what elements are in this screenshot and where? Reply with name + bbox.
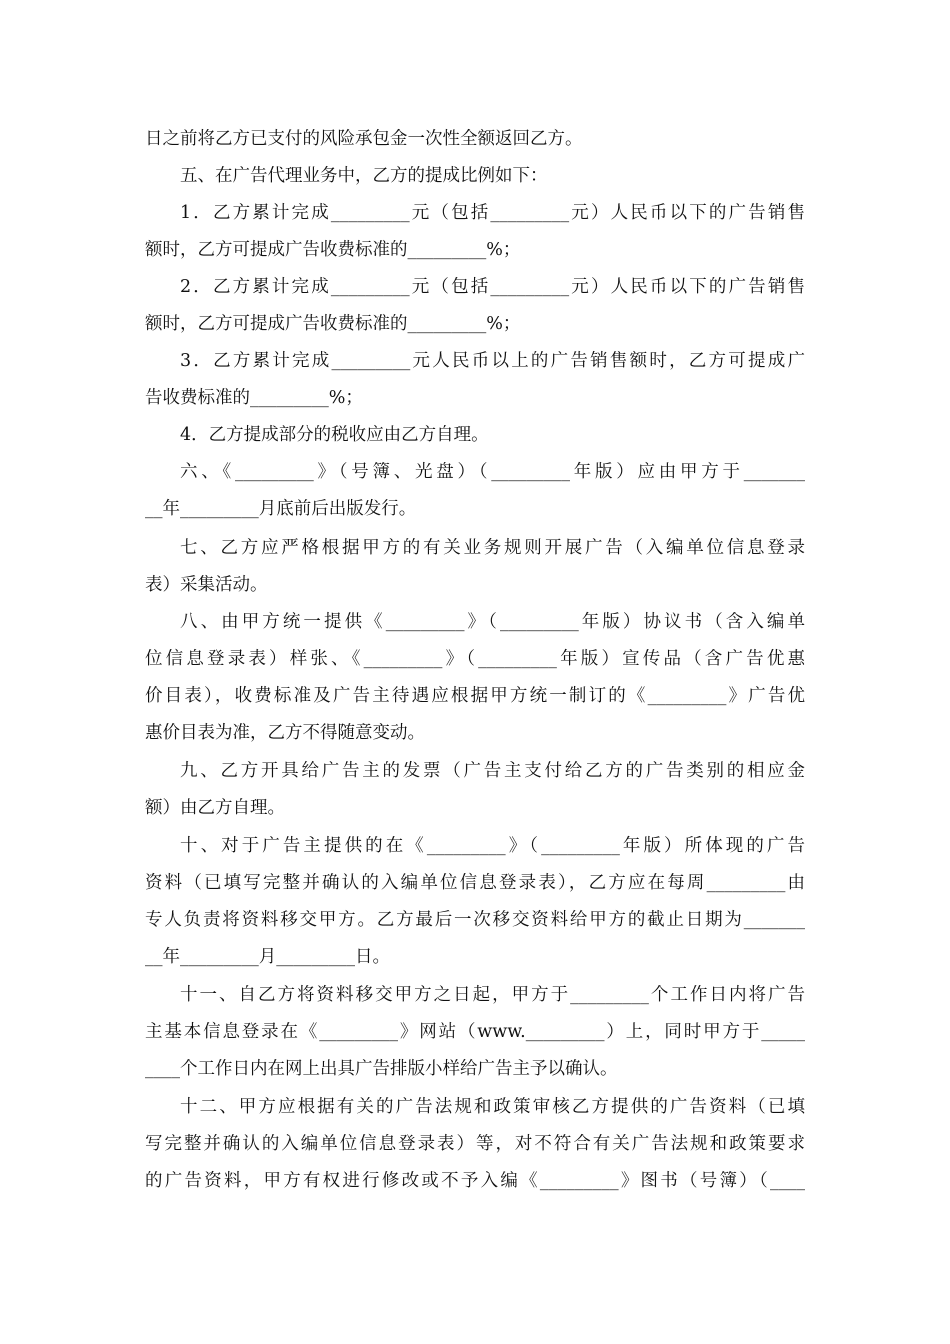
text-line: __年_________月底前后出版发行。	[145, 499, 417, 519]
text-line: 十二、甲方应根据有关的广告法规和政策审核乙方提供的广告资料（已填	[180, 1097, 805, 1117]
text-line: 主基本信息登录在《_________》网站（www._________）上，同时甲方于_____	[145, 1022, 805, 1042]
text-line: 资料（已填写完整并确认的入编单位信息登录表），乙方应在每周_________由	[145, 873, 805, 893]
text-line: 4．乙方提成部分的税收应由乙方自理。	[180, 425, 489, 445]
text-line: 专人负责将资料移交甲方。乙方最后一次移交资料给甲方的截止日期为_______	[145, 910, 805, 930]
text-line: 七、乙方应严格根据甲方的有关业务规则开展广告（入编单位信息登录	[180, 538, 805, 558]
text-line: 表）采集活动。	[145, 575, 268, 595]
text-line: 的广告资料，甲方有权进行修改或不予入编《_________》图书（号簿）（____	[145, 1171, 805, 1191]
text-line: 六、《_________》（号簿、光盘）（_________年版）应由甲方于_______	[180, 462, 805, 482]
text-line: 日之前将乙方已支付的风险承包金一次性全额返回乙方。	[145, 129, 583, 149]
text-line: 2．乙方累计完成_________元（包括_________元）人民币以下的广告销售	[180, 277, 805, 297]
text-line: ____个工作日内在网上出具广告排版小样给广告主予以确认。	[145, 1059, 618, 1079]
text-line: 1．乙方累计完成_________元（包括_________元）人民币以下的广告销售	[180, 203, 805, 223]
text-line: 价目表），收费标准及广告主待遇应根据甲方统一制订的《_________》广告优	[145, 686, 805, 706]
text-line: __年_________月_________日。	[145, 947, 390, 967]
text-line: 额时，乙方可提成广告收费标准的_________%；	[145, 240, 521, 260]
text-line: 十一、自乙方将资料移交甲方之日起，甲方于_________个工作日内将广告	[180, 985, 805, 1005]
text-line: 额时，乙方可提成广告收费标准的_________%；	[145, 314, 521, 334]
text-line: 十、对于广告主提供的在《_________》（_________年版）所体现的广告	[180, 836, 805, 856]
text-line: 3．乙方累计完成_________元人民币以上的广告销售额时，乙方可提成广	[180, 351, 805, 371]
text-line: 告收费标准的_________%；	[145, 388, 363, 408]
text-line: 五、在广告代理业务中，乙方的提成比例如下：	[180, 166, 548, 186]
text-line: 位信息登录表）样张、《_________》（_________年版）宣传品（含广告优惠	[145, 649, 805, 669]
text-line: 九、乙方开具给广告主的发票（广告主支付给乙方的广告类别的相应金	[180, 761, 805, 781]
text-line: 写完整并确认的入编单位信息登录表）等，对不符合有关广告法规和政策要求	[145, 1134, 805, 1154]
text-line: 八、由甲方统一提供《_________》（_________年版）协议书（含入编单	[180, 612, 805, 632]
text-line: 额）由乙方自理。	[145, 798, 285, 818]
text-line: 惠价目表为准，乙方不得随意变动。	[145, 723, 425, 743]
